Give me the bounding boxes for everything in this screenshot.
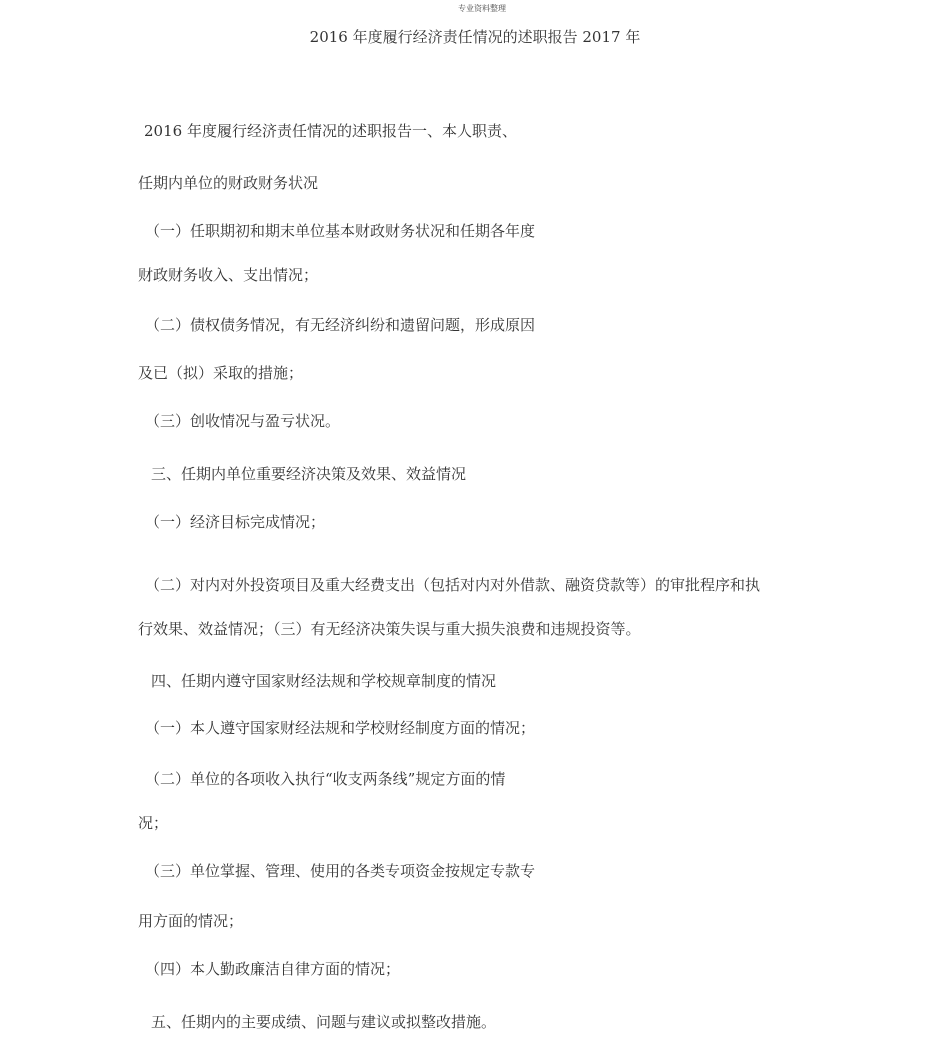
paragraph-line: （一）任职期初和期末单位基本财政财务状况和任期各年度 (145, 222, 536, 240)
paragraph-line: 财政财务收入、支出情况； (138, 266, 319, 284)
section-heading: 五、任期内的主要成绩、问题与建议或拟整改措施。 (151, 1013, 497, 1031)
paragraph-line: （二）对内对外投资项目及重大经费支出（包括对内对外借款、融资贷款等）的审批程序和执 (145, 576, 761, 594)
paragraph-line: 及已（拟）采取的措施； (138, 364, 304, 382)
section-heading: 四、任期内遵守国家财经法规和学校规章制度的情况 (151, 672, 497, 690)
document-title: 2016 年度履行经济责任情况的述职报告 2017 年 (309, 28, 641, 46)
paragraph-line: 任期内单位的财政财务状况 (138, 174, 319, 192)
paragraph-line: （四）本人勤政廉洁自律方面的情况； (145, 960, 401, 978)
paragraph-line: （一）经济目标完成情况； (145, 513, 326, 531)
paragraph-line: 用方面的情况； (138, 912, 244, 930)
paragraph-line: （三）创收情况与盈亏状况。 (145, 412, 341, 430)
paragraph-line: 2016 年度履行经济责任情况的述职报告一、本人职责、 (144, 122, 517, 140)
section-heading: 三、任期内单位重要经济决策及效果、效益情况 (151, 465, 467, 483)
paragraph-line: 行效果、效益情况；（三）有无经济决策失误与重大损失浪费和违规投资等。 (138, 620, 641, 638)
paragraph-line: （三）单位掌握、管理、使用的各类专项资金按规定专款专 (145, 862, 536, 880)
paragraph-line: （一）本人遵守国家财经法规和学校财经制度方面的情况； (145, 719, 536, 737)
paragraph-line: （二）单位的各项收入执行“收支两条线”规定方面的情 (145, 770, 506, 788)
paragraph-line: 况； (138, 814, 169, 832)
header-note: 专业资料整理 (458, 4, 506, 13)
paragraph-line: （二）债权债务情况，有无经济纠纷和遗留问题，形成原因 (145, 316, 536, 334)
